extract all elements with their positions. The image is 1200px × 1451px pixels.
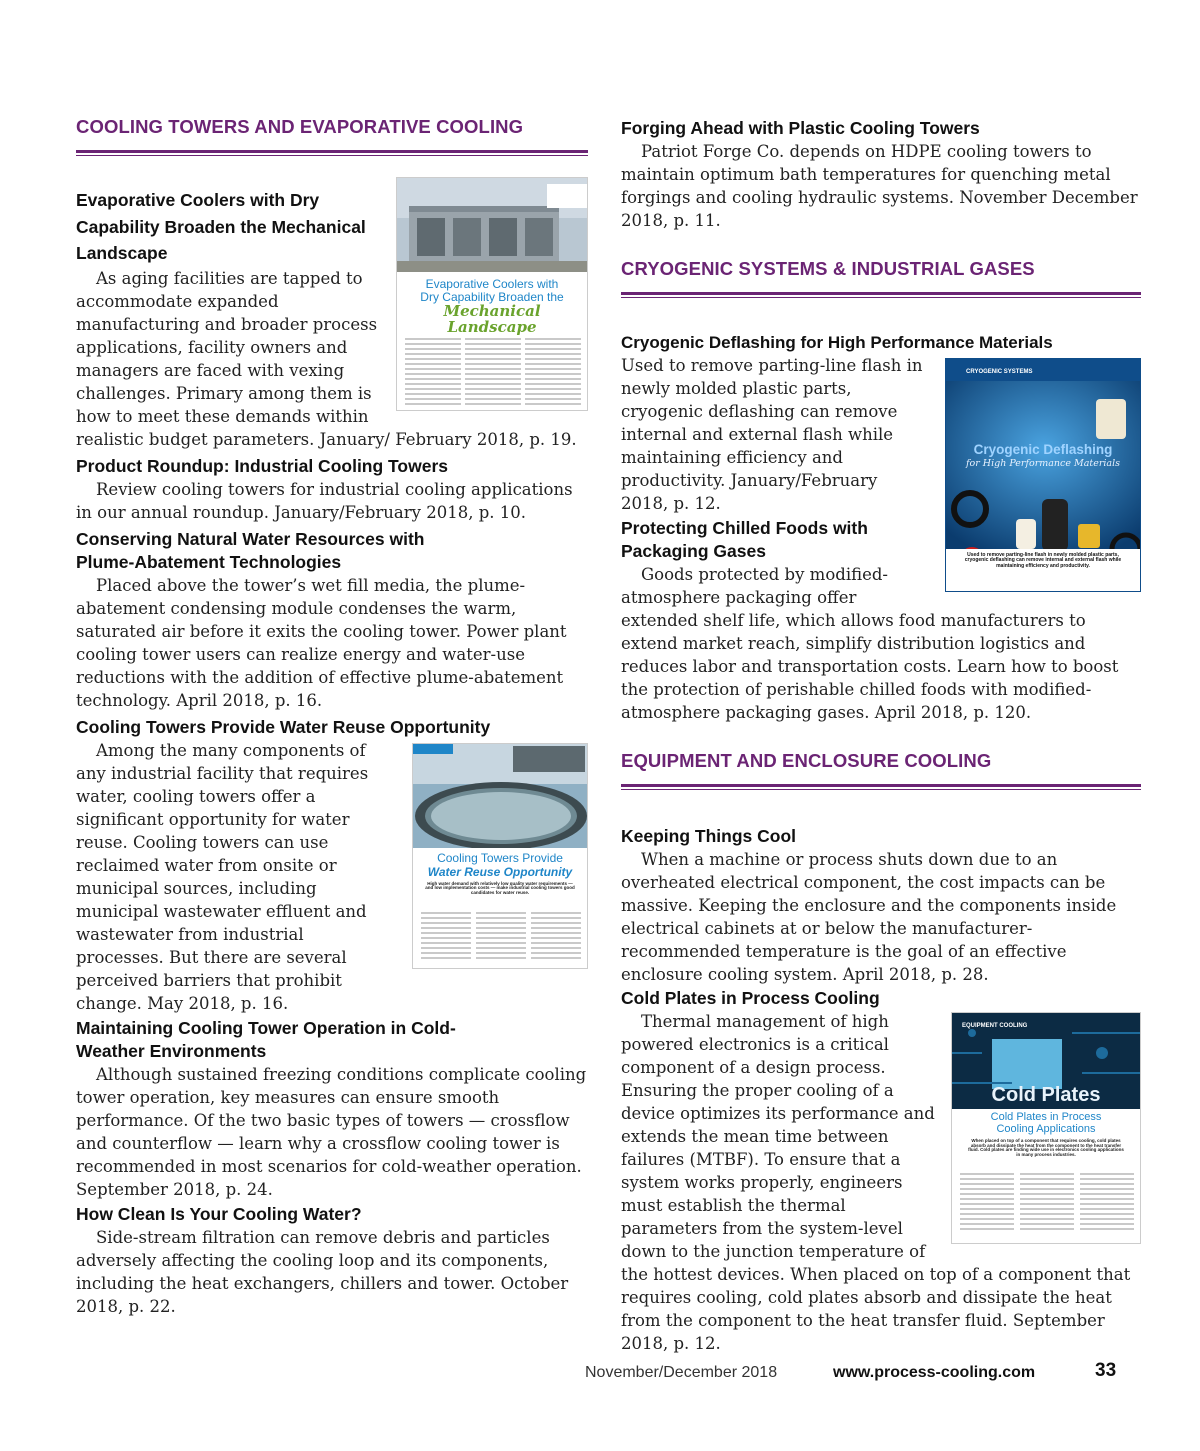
water-treatment-photo [413, 744, 588, 848]
article-evaporative-coolers [76, 187, 588, 451]
article-body: Although sustained freezing conditions complicate cooling tower operation, key measures can ensure smooth performance. Of the two basic types of towers — crossflow and counterflow — learn why a crossflow cooling tower is recommended in most scenarios for cold-weather operation. September 2018, p. 24. [76, 1064, 587, 1199]
thumb-title-line1: Cryogenic Deflashing [973, 442, 1113, 457]
article-title: How Clean Is Your Cooling Water? [76, 1203, 362, 1224]
left-column [76, 116, 588, 1318]
article-body: Side-stream filtration can remove debris and particles adversely affecting the cooling loop and its components, including the heat exchangers, chillers and tower. October 2018, p. 22. [76, 1227, 569, 1316]
article-body: Placed above the tower’s wet fill media, the plume-abatement condensing module condenses the warm, saturated air before it exits the cooling tower. Power plant cooling tower users can realize energy and water-use reductions with the addition of effective plume-abatement technology. April 2018, p. 16. [76, 575, 567, 710]
section-title-equipment: EQUIPMENT AND ENCLOSURE COOLING [621, 750, 1141, 787]
article-water-reuse [76, 716, 588, 1015]
thumbnail-cold-plates[interactable] [951, 1012, 1141, 1244]
section-title-cooling-towers: COOLING TOWERS AND EVAPORATIVE COOLING [76, 116, 588, 153]
article-title: Protecting Chilled Foods with Packaging Gases [621, 518, 868, 561]
article-title: Maintaining Cooling Tower Operation in Cold-Weather Environments [76, 1017, 456, 1061]
article-title: Product Roundup: Industrial Cooling Towers [76, 455, 449, 476]
article-clean-cooling-water [76, 1203, 588, 1318]
thumb-text-lines [1020, 1173, 1074, 1233]
footer-issue-date: November/December 2018 [585, 1364, 778, 1381]
article-body: When a machine or process shuts down due to an overheated electrical component, the cost impacts can be massive. Keeping the enclosure and the components inside electrical cabinets at or below the manufacturer-recommended temperature is the goal of an effective enclosure cooling system. April 2018, p. 28. [621, 850, 1117, 984]
thumb-tag: EQUIPMENT COOLING [962, 1023, 1028, 1029]
article-title: Cold Plates in Process Cooling [621, 988, 880, 1008]
article-forging-ahead [621, 117, 1141, 232]
thumbnail-water-reuse[interactable] [412, 743, 588, 969]
article-title: Cryogenic Deflashing for High Performance Materials [621, 333, 1053, 352]
thumb-text-lines [465, 338, 521, 408]
article-title: Evaporative Coolers with Dry Capability Broaden the Mechanical Landscape [76, 190, 366, 263]
article-title: Conserving Natural Water Resources with Plume-Abatement Technologies [76, 528, 425, 572]
article-body: Used to remove parting-line flash in newly molded plastic parts, cryogenic deflashing can remove internal and external flash while maintaining efficiency and productivity. January/February 2018, p. 12. [621, 356, 923, 513]
article-product-roundup [76, 455, 588, 524]
thumb-text-lines [1080, 1173, 1134, 1233]
article-body: Review cooling towers for industrial cooling applications in our annual roundup. January/February 2018, p. 10. [76, 479, 573, 522]
thumb-title-line1: Cooling Towers Provide [437, 850, 563, 865]
article-body: Among the many components of any industrial facility that requires water, cooling towers offer a significant opportunity for water reuse. Cooling towers can use reclaimed water from onsite or municipal sources, including municipal wastewater effluent and wastewater from industrial processes. But there are several perceived barriers that prohibit change. May 2018, p. 16. [76, 740, 369, 1013]
footer-website-link[interactable]: www.process-cooling.com [833, 1364, 1036, 1381]
article-cold-plates [621, 987, 1141, 1355]
thumb-text-lines [405, 338, 461, 408]
article-title: Keeping Things Cool [621, 826, 796, 846]
thumb-title-line1: Evaporative Coolers with [425, 277, 559, 291]
article-body: Thermal management of high powered electronics is a critical component of a design process. Ensuring the proper cooling of a device optimizes its performance and extends the mean time between failures (MTBF). To ensure that a system works properly, engineers must establish the thermal parameters from the system-level down to the junction temperature of the hottest devices. When placed on top of a component that requires cooling, cold plates absorb and dissipate the heat from the component to the heat transfer fluid. September 2018, p. 12. [621, 1012, 1131, 1353]
article-body: Patriot Forge Co. depends on HDPE cooling towers to maintain optimum bath temperatures for quenching metal forgings and cooling hydraulic systems. November December 2018, p. 11. [621, 142, 1138, 230]
thumb-big-title: Cold Plates [991, 1084, 1101, 1106]
thumb-title-line2: Cooling Applications [996, 1123, 1096, 1135]
article-plume-abatement [76, 528, 588, 712]
thumb-text-lines [476, 912, 526, 962]
thumb-title-line2: Water Reuse Opportunity [427, 864, 573, 879]
evaporative-cooler-photo [397, 178, 588, 272]
thumb-deck: High water demand with relatively low quality water requirements — and low implementation costs — make industrial cooling towers good candidates for water reuse. [425, 880, 575, 895]
thumb-text-lines [525, 338, 581, 408]
article-title: Forging Ahead with Plastic Cooling Towers [621, 118, 980, 138]
thumb-caption: Used to remove parting-line flash in newly molded plastic parts, cryogenic deflashing can remove internal and external flash while maintaining efficiency and productivity. [964, 552, 1122, 569]
thumb-tag: CRYOGENIC SYSTEMS [966, 369, 1033, 375]
thumb-title-line2: Dry Capability Broaden the [420, 290, 564, 304]
thumb-deck: When placed on top of a component that requires cooling, cold plates absorb and dissipate the heat from the component to the heat transfer fluid. Cold plates are finding wide use in electronics cooling applications in many process industries. [968, 1138, 1124, 1158]
thumb-text-lines [421, 912, 471, 962]
thumb-title-line2: for High Performance Materials [966, 458, 1120, 469]
article-body: Goods protected by modified-atmosphere packaging offer extended shelf life, which allows food manufacturers to extend market reach, simplify distribution logistics and reduces labor and transportation costs. Learn how to boost the protection of perishable chilled foods with modified-atmosphere packaging gases. April 2018, p. 120. [621, 565, 1119, 722]
page-number: 33 [1095, 1360, 1117, 1381]
article-title: Cooling Towers Provide Water Reuse Opportunity [76, 716, 491, 737]
thumbnail-cryogenic-deflashing[interactable] [945, 358, 1141, 592]
article-body: As aging facilities are tapped to accommodate expanded manufacturing and broader process applications, facility owners and managers are faced with vexing challenges. Primary among them is how to meet these demands within realistic budget parameters. January/ February 2018, p. 19. [76, 268, 577, 449]
thumbnail-evaporative-coolers[interactable] [396, 177, 588, 411]
thumb-text-lines [960, 1173, 1014, 1233]
section-title-cryogenic: CRYOGENIC SYSTEMS & INDUSTRIAL GASES [621, 258, 1141, 295]
thumb-title-line1: Cold Plates in Process [990, 1111, 1102, 1123]
right-column [621, 116, 1141, 1355]
article-cold-weather [76, 1017, 588, 1201]
thumb-text-lines [531, 912, 581, 962]
article-keeping-things-cool [621, 825, 1141, 986]
thumb-title-line3: Mechanical Landscape [443, 302, 541, 336]
